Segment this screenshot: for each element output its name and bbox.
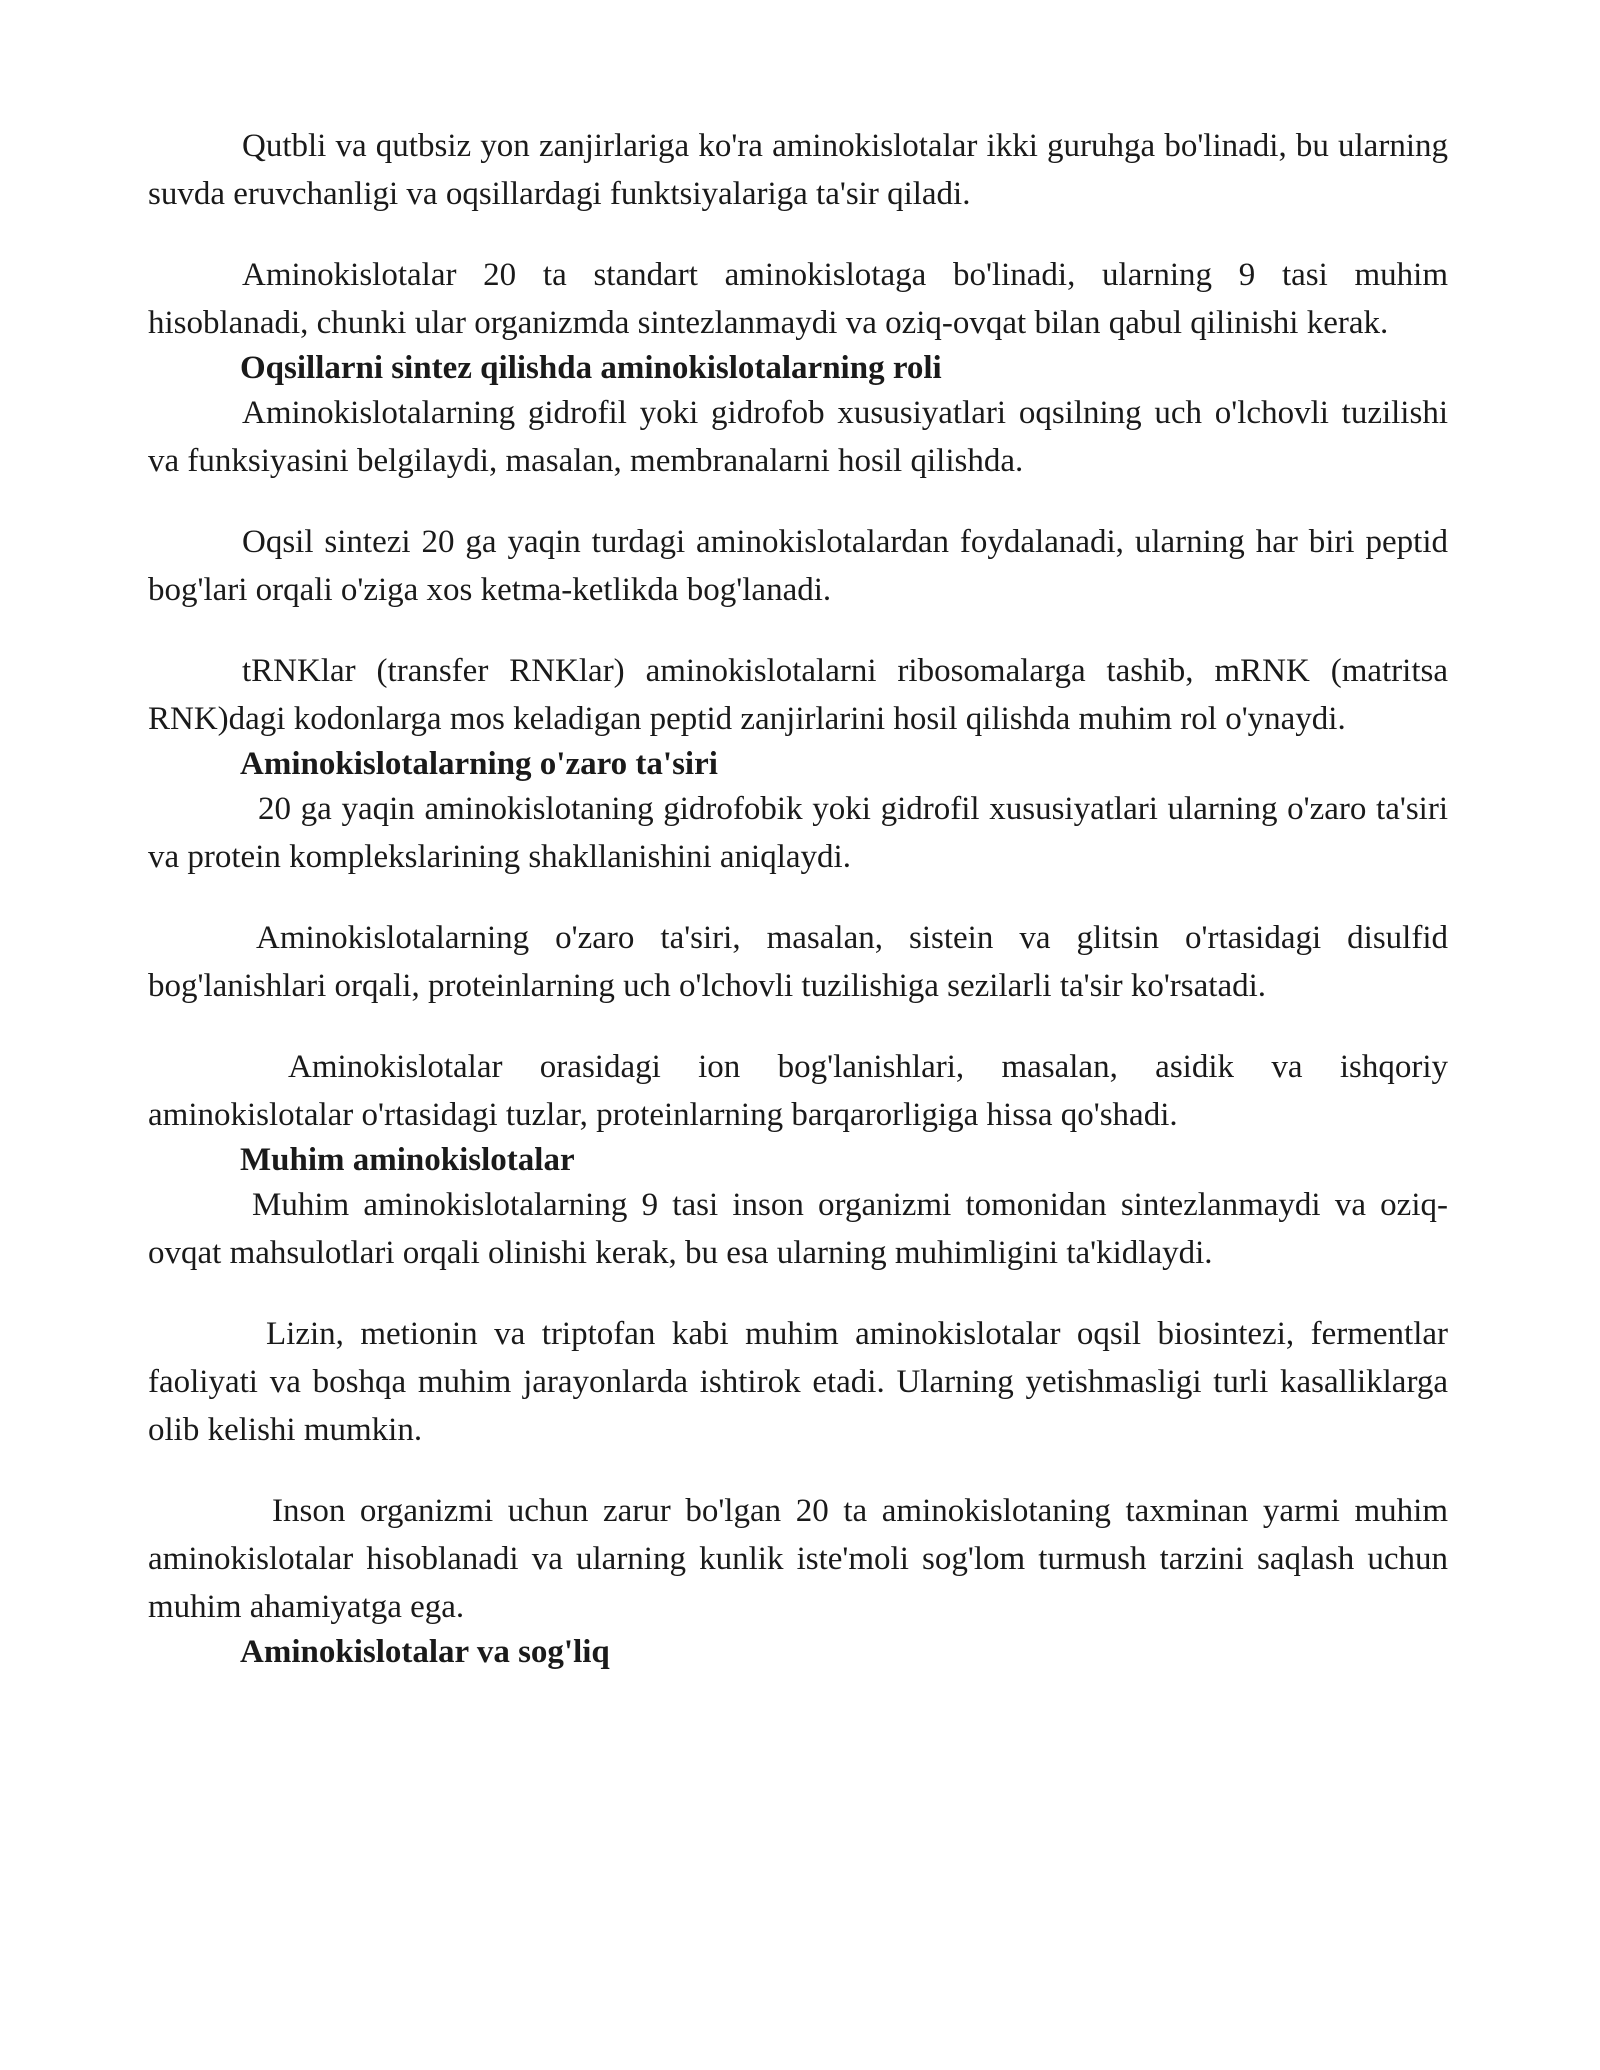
paragraph-disulfide-bonds: Aminokislotalarning o'zaro ta'siri, masalan, sistein va glitsin o'rtasidagi disulfid bog'lanishlari orqali, proteinlarning uch o'lchovli tuzilishiga sezilarli ta'sir ko'rsatadi. [148,920,1448,1004]
paragraph-trna: tRNKlar (transfer RNKlar) aminokislotalarni ribosomalarga tashib, mRNK (matritsa RNK)dagi kodonlarga mos keladigan peptid zanjirlarini hosil qilishda muhim rol o'ynaydi. [148,653,1448,737]
paragraph-standard-amino-acids: Aminokislotalar 20 ta standart aminokislotaga bo'linadi, ularning 9 tasi muhim hisoblanadi, chunki ular organizmda sintezlanmaydi va oziq-ovqat bilan qabul qilinishi kerak. [148,257,1448,341]
paragraph-amino-groups: Qutbli va qutbsiz yon zanjirlariga ko'ra aminokislotalar ikki guruhga bo'linadi, bu ularning suvda eruvchanligi va oqsillardagi funktsiyalariga ta'sir qiladi. [148,128,1448,212]
section-heading-interaction: Aminokislotalarning o'zaro ta'siri [240,746,718,782]
paragraph-hydrophilic-hydrophobic: Aminokislotalarning gidrofil yoki gidrofob xususiyatlari oqsilning uch o'lchovli tuzilishi va funksiyasini belgilaydi, masalan, membranalarni hosil qilishda. [148,395,1448,479]
paragraph-interaction-properties: 20 ga yaqin aminokislotaning gidrofobik yoki gidrofil xususiyatlari ularning o'zaro ta'siri va protein komplekslarining shakllanishini aniqlaydi. [148,791,1448,875]
section-heading-health: Aminokislotalar va sog'liq [240,1634,610,1670]
paragraph-protein-synthesis: Oqsil sintezi 20 ga yaqin turdagi aminokislotalardan foydalanadi, ularning har biri peptid bog'lari orqali o'ziga xos ketma-ketlikda bog'lanadi. [148,524,1448,608]
document-page [148,122,1448,1673]
section-heading-protein-synthesis: Oqsillarni sintez qilishda aminokislotalarning roli [240,350,942,386]
paragraph-lysine-methionine: Lizin, metionin va triptofan kabi muhim aminokislotalar oqsil biosintezi, fermentlar faoliyati va boshqa muhim jarayonlarda ishtirok etadi. Ularning yetishmasligi turli kasalliklarga olib kelishi mumkin. [148,1316,1448,1448]
section-heading-essential: Muhim aminokislotalar [240,1142,575,1178]
paragraph-half-essential: Inson organizmi uchun zarur bo'lgan 20 ta aminokislotaning taxminan yarmi muhim aminokislotalar hisoblanadi va ularning kunlik iste'moli sog'lom turmush tarzini saqlash uchun muhim ahamiyatga ega. [148,1493,1448,1625]
paragraph-essential-nine: Muhim aminokislotalarning 9 tasi inson organizmi tomonidan sintezlanmaydi va oziq-ovqat mahsulotlari orqali olinishi kerak, bu esa ularning muhimligini ta'kidlaydi. [148,1187,1448,1271]
paragraph-ionic-bonds: Aminokislotalar orasidagi ion bog'lanishlari, masalan, asidik va ishqoriy aminokislotalar o'rtasidagi tuzlar, proteinlarning barqarorligiga hissa qo'shadi. [148,1049,1448,1133]
